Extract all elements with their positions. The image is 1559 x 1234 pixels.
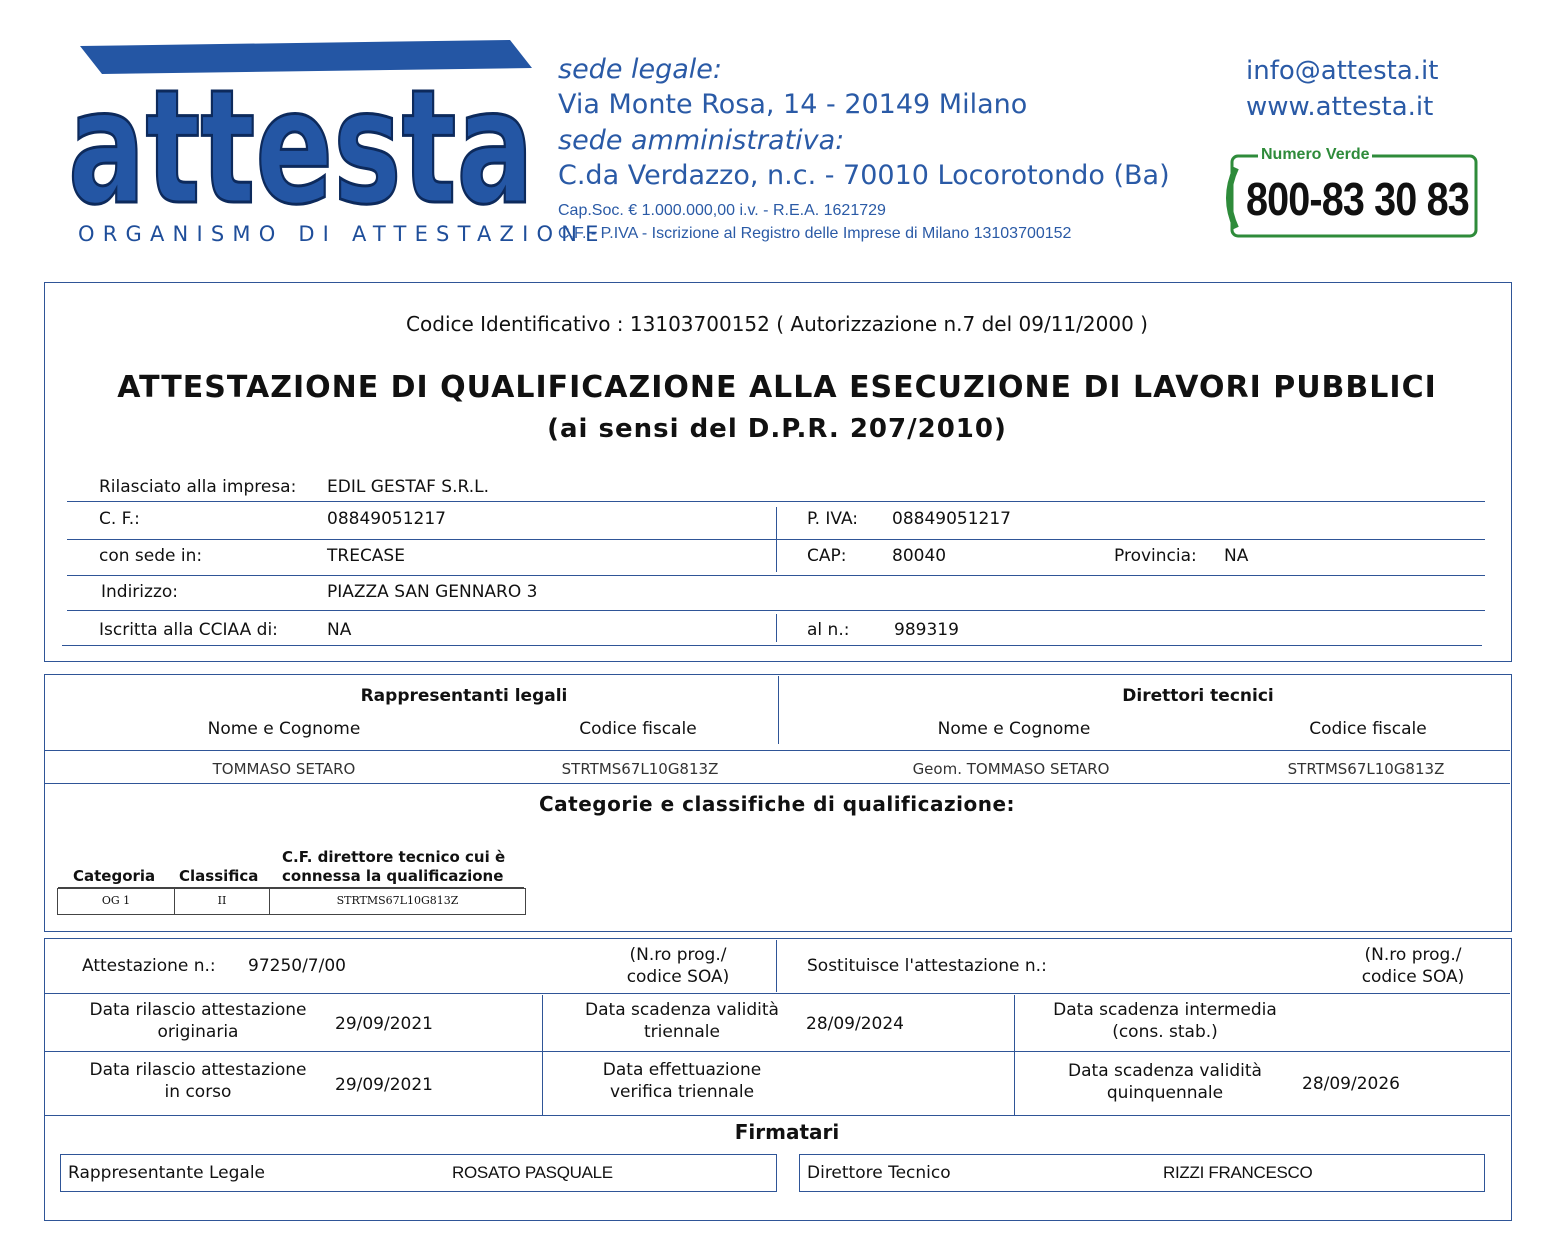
capital-line: Cap.Soc. € 1.000.000,00 i.v. - R.E.A. 1621729: [558, 202, 886, 219]
legal-reps-title: Rappresentanti legali: [360, 686, 568, 706]
row-divider: [62, 645, 1482, 646]
replaces-label: Sostituisce l'attestazione n.:: [807, 956, 1047, 976]
code-line: Codice Identificativo : 13103700152 ( Autorizzazione n.7 del 09/11/2000 ): [406, 312, 1148, 336]
province-value: NA: [1224, 546, 1249, 566]
row-divider: [44, 783, 1510, 784]
quinquennial-label-1: Data scadenza validità: [1068, 1061, 1262, 1081]
address-value: PIAZZA SAN GENNARO 3: [327, 582, 538, 602]
seat-label: con sede in:: [99, 546, 203, 566]
triennial-expiry-value: 28/09/2024: [806, 1014, 904, 1034]
tech-director-name: Geom. TOMMASO SETARO: [912, 760, 1110, 778]
column-divider: [776, 507, 777, 572]
orig-issue-label-2: originaria: [157, 1022, 239, 1042]
legal-signatory-name: ROSATO PASQUALE: [452, 1163, 613, 1182]
sede-amm-label: sede amministrativa:: [558, 125, 845, 156]
current-issue-label-1: Data rilascio attestazione: [89, 1060, 307, 1080]
row-cf: STRTMS67L10G813Z: [336, 894, 459, 907]
replaces-note-line2: codice SOA): [1361, 967, 1465, 987]
cap-label: CAP:: [807, 546, 847, 566]
tech-cf-header: Codice fiscale: [1309, 719, 1427, 739]
svg-text:attesta: attesta: [68, 56, 534, 220]
email-link[interactable]: info@attesta.it: [1246, 56, 1439, 86]
quinquennial-value: 28/09/2026: [1302, 1074, 1400, 1094]
quinquennial-label-2: quinquennale: [1106, 1083, 1224, 1103]
phone-label: Numero Verde: [1258, 146, 1372, 164]
attestation-number-label: Attestazione n.:: [82, 956, 216, 976]
signatories-title: Firmatari: [734, 1120, 840, 1144]
col-cf-header-line2: connessa la qualificazione: [282, 867, 504, 885]
issued-to-label: Rilasciato alla impresa:: [99, 477, 297, 497]
company-frame: [44, 282, 1512, 662]
legal-name-header: Nome e Cognome: [207, 719, 361, 739]
triennial-check-label-2: verifica triennale: [609, 1082, 755, 1102]
prog-note-line2: codice SOA): [626, 967, 730, 987]
current-issue-label-2: in corso: [164, 1082, 232, 1102]
orig-issue-value: 29/09/2021: [335, 1014, 433, 1034]
tech-signatory-name: RIZZI FRANCESCO: [1163, 1163, 1313, 1182]
row-category: OG 1: [101, 894, 131, 907]
categories-title: Categorie e classifiche di qualificazione:: [538, 792, 1016, 816]
col-class-header: Classifica: [179, 867, 259, 885]
row-divider: [67, 501, 1485, 502]
column-divider: [1014, 995, 1015, 1115]
cciaa-label: Iscritta alla CCIAA di:: [99, 620, 278, 640]
row-divider: [44, 1051, 1510, 1052]
legal-rep-cf: STRTMS67L10G813Z: [561, 760, 719, 778]
triennial-expiry-label-1: Data scadenza validità: [585, 1000, 779, 1020]
row-divider: [44, 993, 1510, 994]
phone-number[interactable]: 800-83 30 83: [1246, 173, 1469, 225]
intermediate-label-1: Data scadenza intermedia: [1053, 1000, 1277, 1020]
replaces-note-line1: (N.ro prog./: [1364, 945, 1462, 965]
row-divider: [44, 1115, 1510, 1116]
certificate-title: ATTESTAZIONE DI QUALIFICAZIONE ALLA ESECUZIONE DI LAVORI PUBBLICI: [117, 370, 1437, 405]
address-label: Indirizzo:: [101, 582, 178, 602]
number-value: 989319: [894, 620, 959, 640]
registry-line: C.F. - P.IVA - Iscrizione al Registro delle Imprese di Milano 13103700152: [558, 225, 1072, 242]
number-label: al n.:: [807, 620, 850, 640]
province-label: Provincia:: [1114, 546, 1197, 566]
certificate-subtitle: (ai sensi del D.P.R. 207/2010): [547, 414, 1007, 444]
col-cf-header-line1: C.F. direttore tecnico cui è: [282, 848, 506, 866]
row-class: II: [217, 894, 227, 907]
website-link[interactable]: www.attesta.it: [1246, 92, 1434, 122]
triennial-expiry-label-2: triennale: [644, 1022, 720, 1042]
attestation-number-value: 97250/7/00: [248, 956, 346, 976]
cciaa-value: NA: [327, 620, 352, 640]
column-divider: [778, 676, 779, 744]
legal-rep-name: TOMMASO SETARO: [212, 760, 356, 778]
tech-signatory-label: Direttore Tecnico: [807, 1163, 951, 1183]
prog-note-line1: (N.ro prog./: [629, 945, 727, 965]
tech-directors-title: Direttori tecnici: [1122, 686, 1274, 706]
piva-label: P. IVA:: [807, 509, 859, 529]
cap-value: 80040: [892, 546, 947, 566]
sede-legale-address: Via Monte Rosa, 14 - 20149 Milano: [558, 89, 1028, 120]
logo-subtitle: ORGANISMO DI ATTESTAZIONE: [78, 222, 607, 246]
sede-legale-label: sede legale:: [558, 54, 723, 85]
row-divider: [67, 575, 1485, 576]
sede-amm-address: C.da Verdazzo, n.c. - 70010 Locorotondo (Ba): [558, 160, 1170, 191]
legal-signatory-label: Rappresentante Legale: [68, 1163, 266, 1183]
row-divider: [67, 610, 1485, 611]
orig-issue-label-1: Data rilascio attestazione: [89, 1000, 307, 1020]
cf-value: 08849051217: [327, 509, 446, 529]
cf-label: C. F.:: [99, 509, 140, 529]
issued-to-value: EDIL GESTAF S.R.L.: [327, 477, 489, 497]
tech-director-cf: STRTMS67L10G813Z: [1287, 760, 1445, 778]
triennial-check-label-1: Data effettuazione: [602, 1060, 762, 1080]
current-issue-value: 29/09/2021: [335, 1075, 433, 1095]
col-category-header: Categoria: [73, 867, 156, 885]
row-divider: [44, 750, 1510, 751]
piva-value: 08849051217: [892, 509, 1011, 529]
attesta-logo: [62, 40, 540, 220]
intermediate-label-2: (cons. stab.): [1112, 1022, 1218, 1042]
tech-name-header: Nome e Cognome: [937, 719, 1091, 739]
seat-value: TRECASE: [327, 546, 405, 566]
column-divider: [776, 940, 777, 992]
legal-cf-header: Codice fiscale: [579, 719, 697, 739]
column-divider: [776, 614, 777, 642]
